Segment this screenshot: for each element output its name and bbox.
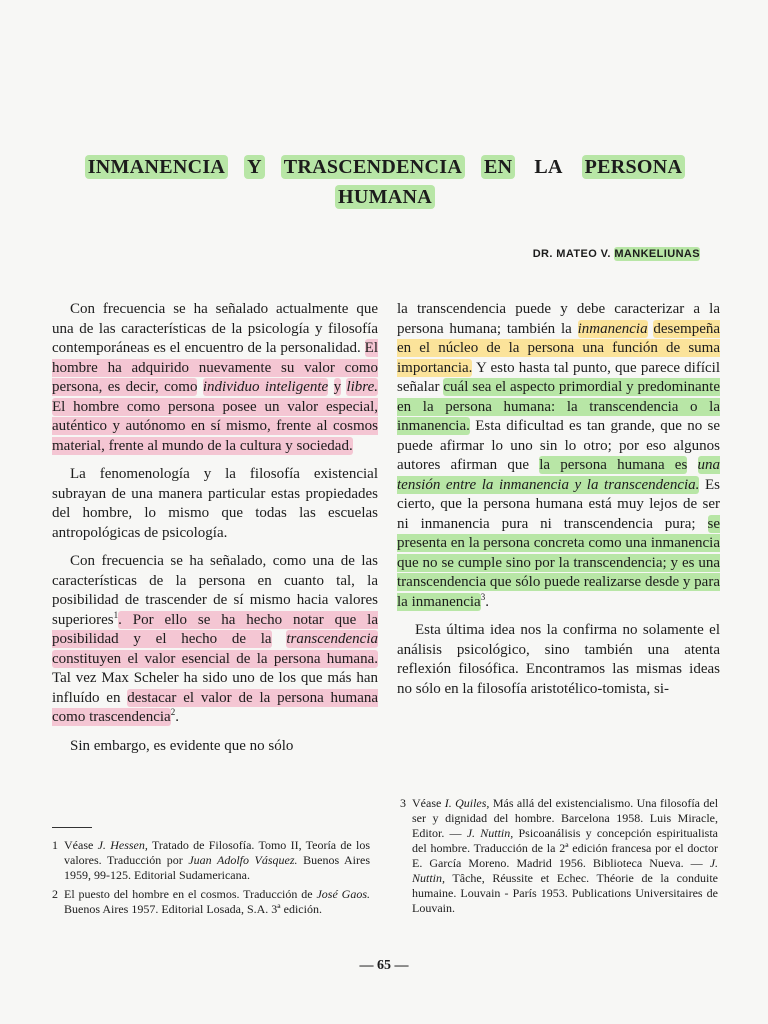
text-run: Es cierto, que la persona humana está muy lejos de ser ni inmanencia pura ni transcendencia pura; [397,476,720,532]
title-word: TRASCENDENCIA [281,155,465,179]
text-run: Véase [64,838,94,852]
text-run: Buenos Aires 1957. Editorial Losada, S.A. 3ª edición. [64,902,322,916]
highlight-pink: y [333,379,342,395]
paragraph: Esta última idea nos la confirma no solamente el análisis psicológico, sino también una atenta reflexión filosófica. Encontramos las mismas ideas no sólo en la filosofía aristotélico-tomista, si- [397,622,720,697]
left-column [52,300,378,765]
footnote-ref: 3 [480,591,486,602]
title-word: INMANENCIA [85,155,228,179]
highlight-pink: El hombre como persona posee un valor especial, auténtico y autónomo en sí mismo, frente al cosmos material, frente al mundo de la cultura y sociedad. [52,398,378,454]
page-number: — 65 — [359,958,409,973]
footnote-number: 3 [400,796,406,810]
text-run: Véase [412,796,442,810]
paragraph: La fenomenología y la filosofía existencial subrayan de una manera particular estas propiedades del hombre, lo mismo que todas las escuelas antropológicas de psicología. [52,466,378,541]
highlight-pink: El hombre ha adquirido nuevamente su valor como persona, es decir, como [52,340,379,395]
footnote-text [64,838,370,883]
text-run: Buenos Aires 1959, 99-125. Editorial Sudamericana. [64,853,370,882]
footnotes-left [52,838,370,921]
right-column [397,300,720,708]
text-run: Con frecuencia se ha señalado actualmente que una de las características de la psicología y filosofía contemporáneas es el encuentro de la personalidad. [52,301,378,356]
text-run: la transcendencia puede y debe caracterizar a la persona humana; también la [397,301,720,337]
text-run-italic: I. Quiles, [444,796,490,810]
author-line [533,248,700,260]
footnote-text [64,887,370,917]
footnote-number: 2 [52,887,58,901]
footnotes-right [400,796,718,920]
footnote-rule [52,827,92,828]
highlight-yellow-italic: inmanencia [577,320,648,337]
title-word: PERSONA [582,155,686,179]
paragraph [52,552,378,728]
paragraph: Sin embargo, es evidente que no sólo [70,737,294,754]
footnote-ref: 2 [170,707,176,717]
title-word: HUMANA [335,185,435,209]
text-run: Más allá del existencialismo. Una filosofía del ser y dignidad del hombre. Barcelona 1958. Luis Miracle, Editor. — [412,796,719,840]
article-title [55,152,715,212]
text-run: El puesto del hombre en el cosmos. Traducción de [64,887,313,901]
text-run-italic: J. Nuttin, [412,856,719,885]
highlight-yellow: desempeña en el núcleo de la persona una función de suma importancia. [397,320,721,376]
text-run-italic: J. Nuttin, [466,826,514,840]
highlight-pink-italic: individuo inteligente [202,379,329,395]
paragraph [52,300,378,456]
text-run: Tal vez Max Scheler ha sido uno de los que más han influído en [52,670,378,706]
footnote-text [412,796,718,916]
text-run: Esta dificultad es tan grande, que no se puede afirmar lo uno sin lo otro; por eso algunos autores afirman que [397,418,721,473]
highlight-green: la persona humana es [539,457,688,473]
paragraph [397,300,720,612]
text-run: Psicoanálisis y concepción espiritualista del hombre. Traducción de la 2ª edición francesa por el doctor E. García Moreno. Madrid 1956. Biblioteca Nueva. — [412,826,718,870]
text-run: . [175,709,179,725]
footnote [52,887,370,917]
highlight-pink-italic: transcendencia [286,631,378,647]
text-run: . [485,593,489,610]
title-word: EN [481,155,515,179]
highlight-green: se presenta en la persona concreta como una inmanencia que no se cumple sino por la transcendencia; y es una transcendencia que sólo puede realizarse desde y para la inmanencia [397,515,720,610]
text-run: Tratado de Filosofía. Tomo II, Teoría de los valores. Traducción por [64,838,370,867]
text-run: Con frecuencia se ha señalado, como una de las características de la persona en cuanto tal, la posibilidad de trascender de sí mismo hacia valores superiores [52,553,378,628]
title-word: Y [244,155,265,179]
footnote-ref: 1 [113,609,119,620]
footnote [52,838,370,883]
text-run-italic: Juan Adolfo Vásquez. [188,853,298,867]
highlight-pink: constituyen el valor esencial de la persona humana. [52,650,378,667]
highlight-green-italic: una tensión entre la inmanencia y la transcendencia. [397,457,720,493]
text-run: Y esto hasta tal punto, que parece difícil señalar [397,359,720,395]
footnote-number: 1 [52,838,58,852]
footnote [400,796,718,916]
title-word: LA [534,156,563,178]
author-prefix: DR. MATEO V. [532,248,611,260]
highlight-green: cuál sea el aspecto primordial y predominante en la persona humana: la transcendencia o la inmanencia. [397,379,721,434]
author-surname: MANKELIUNAS [614,248,700,260]
text-run: Tâche, Réussite et Echec. Théorie de la conduite humaine. Louvain - París 1953. Publications Universitaires de Louvain. [412,871,718,915]
highlight-pink: . Por ello se ha hecho notar que la posibilidad y el hecho de la [52,611,378,647]
text-run-italic: J. Hessen, [97,838,148,852]
highlight-pink: destacar el valor de la persona humana como trascendencia [52,689,379,725]
text-run-italic: José Gaos. [316,887,370,901]
highlight-pink-italic: libre. [346,379,378,395]
